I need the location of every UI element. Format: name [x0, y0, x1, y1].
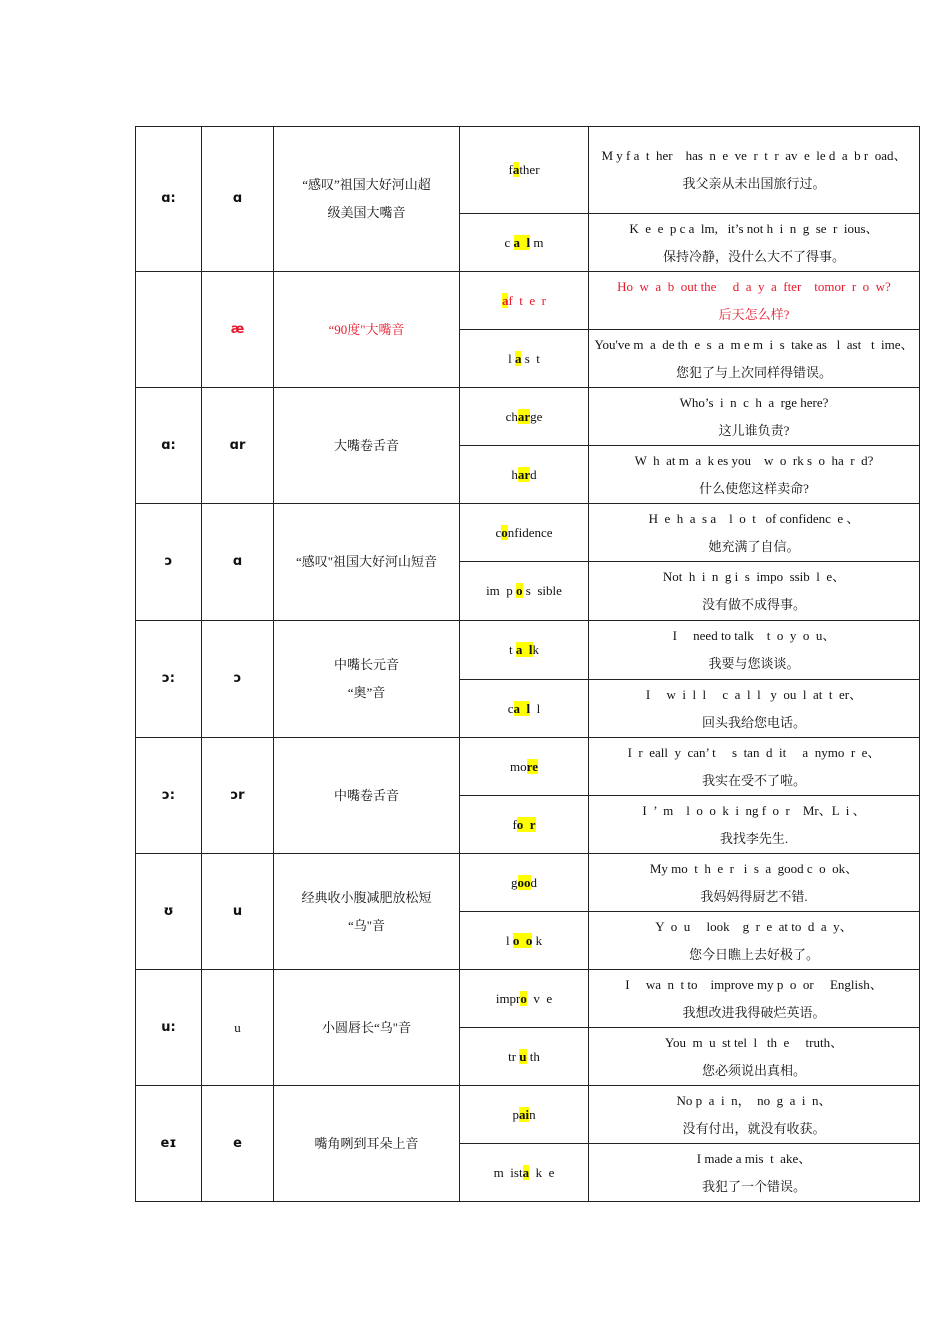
word-highlight: o — [501, 524, 508, 540]
example-word-cell — [460, 446, 589, 504]
example-word-cell — [460, 330, 589, 388]
word-highlight: a l — [515, 642, 533, 657]
word-prefix: f — [512, 816, 517, 832]
sentence-chinese: 保持冷静，没什么大不了得事。 — [662, 248, 845, 264]
ipa-symbol-cell: ɔ: — [136, 621, 202, 738]
ipa-variant-cell: e — [202, 1086, 274, 1202]
example-sentence-cell — [589, 680, 920, 738]
mouth-description-cell — [274, 621, 460, 738]
word-highlight: re — [526, 758, 538, 774]
description-line: 嘴角咧到耳朵上音 — [314, 1135, 419, 1151]
sentence-english: Ho w a b out the d a y a fter tomor r o w? — [617, 278, 891, 294]
word-prefix: l — [505, 932, 513, 948]
example-sentence-cell — [589, 388, 920, 446]
ipa-variant-cell: ɔr — [202, 738, 274, 854]
ipa-variant-cell: ɑ — [202, 504, 274, 621]
sentence-english: H e h a s a l o t of confidenc e 、 — [648, 510, 860, 526]
sentence-chinese: 您今日瞧上去好极了。 — [688, 946, 819, 962]
word-suffix: v e — [526, 990, 553, 1006]
description-line: “乌"音 — [347, 917, 386, 933]
sentence-english: You've m a de th e s a m e m i s take as l ast t ime、 — [594, 336, 914, 352]
sentence-chinese: 您必须说出真相。 — [701, 1062, 806, 1078]
ipa-variant-cell: u — [202, 854, 274, 970]
ipa-symbol-cell: eɪ — [136, 1086, 202, 1202]
description-line: 级美国大嘴音 — [327, 205, 406, 220]
example-sentence-cell — [589, 970, 920, 1028]
example-sentence-cell — [589, 504, 920, 562]
description-line: “感叹"祖国大好河山短音 — [295, 554, 438, 569]
word-highlight: a — [512, 162, 520, 177]
example-sentence-cell — [589, 621, 920, 680]
table-row — [136, 388, 920, 446]
word-highlight: ai — [518, 1106, 530, 1122]
mouth-description-cell — [274, 504, 460, 621]
example-word-cell — [460, 738, 589, 796]
mouth-description-cell — [274, 854, 460, 970]
word-suffix: ge — [530, 408, 543, 424]
word-suffix: th — [526, 1048, 540, 1064]
word-highlight: a — [522, 1164, 530, 1180]
word-suffix: d — [530, 466, 537, 482]
word-prefix: c — [504, 234, 514, 250]
word-highlight: o o — [512, 932, 533, 948]
ipa-symbol-cell: ɑ: — [136, 388, 202, 504]
sentence-english: I w i l l c a l l y ou l at t er、 — [645, 686, 863, 702]
word-highlight: o — [516, 583, 523, 598]
description-line: 中嘴长元音 — [333, 657, 399, 672]
word-suffix: s t — [521, 350, 540, 366]
example-word-cell — [460, 504, 589, 562]
word-highlight: a l — [513, 234, 531, 250]
sentence-english: I ’ m l o o k i ng f o r Mr、L i 、 — [642, 802, 866, 818]
sentence-chinese: 没有付出，就没有收获。 — [682, 1120, 826, 1136]
example-word-cell — [460, 272, 589, 330]
table-row — [136, 738, 920, 796]
example-word-cell — [460, 562, 589, 621]
example-sentence-cell — [589, 1086, 920, 1144]
sentence-english: Who’s i n c h a rge here? — [679, 394, 829, 410]
ipa-variant-cell: ɑ — [202, 127, 274, 272]
description-line: 小圆唇长“乌"音 — [321, 1019, 412, 1035]
word-suffix: ther — [519, 162, 540, 177]
sentence-chinese: 我要与您谈谈。 — [708, 656, 800, 671]
example-word-cell — [460, 1028, 589, 1086]
word-prefix: im p — [486, 583, 517, 598]
example-sentence-cell — [589, 214, 920, 272]
sentence-chinese: 我想改进我得破烂英语。 — [682, 1004, 826, 1020]
ipa-symbol-cell — [136, 272, 202, 388]
word-highlight: a l — [513, 700, 531, 716]
example-word-cell — [460, 912, 589, 970]
word-highlight: ar — [517, 466, 531, 482]
example-sentence-cell — [589, 272, 920, 330]
description-line: 中嘴卷舌音 — [333, 787, 399, 803]
sentence-english: I wa n t to improve my p o or English、 — [625, 976, 883, 992]
word-suffix: nfidence — [507, 524, 553, 540]
sentence-english: M y f a t her has n e ve r t r av e le d a b r oad、 — [601, 148, 907, 163]
sentence-chinese: 我犯了一个错误。 — [701, 1178, 806, 1194]
word-prefix: g — [511, 874, 518, 890]
ipa-symbol-cell: ʊ — [136, 854, 202, 970]
sentence-english: Y o u look g r e at to d a y、 — [655, 918, 853, 934]
table-row — [136, 504, 920, 562]
word-prefix: f — [508, 162, 513, 177]
example-sentence-cell — [589, 1144, 920, 1202]
word-suffix: d — [530, 874, 537, 890]
sentence-chinese: 回头我给您电话。 — [701, 714, 806, 730]
example-word-cell — [460, 854, 589, 912]
word-suffix: s sible — [522, 583, 562, 598]
word-prefix: mo — [510, 758, 527, 774]
word-suffix: n — [529, 1106, 536, 1122]
table-row — [136, 854, 920, 912]
table-row — [136, 1086, 920, 1144]
example-sentence-cell — [589, 127, 920, 214]
example-word-cell — [460, 621, 589, 680]
example-word-cell — [460, 1144, 589, 1202]
word-suffix: k — [532, 932, 543, 948]
description-line: 经典收小腹减肥放松短 — [301, 889, 432, 905]
example-word-cell — [460, 796, 589, 854]
word-highlight: o — [520, 990, 527, 1006]
word-prefix: m ist — [493, 1164, 523, 1180]
word-highlight: ar — [517, 408, 531, 424]
sentence-english: No p a i n， no g a i n、 — [676, 1092, 832, 1108]
ipa-variant-cell: ɔ — [202, 621, 274, 738]
table-row — [136, 970, 920, 1028]
word-highlight: a — [501, 292, 509, 308]
example-word-cell — [460, 680, 589, 738]
sentence-english: I need to talk t o y o u、 — [672, 628, 836, 643]
sentence-english: K e e p c a lm, it’s not h i n g se r ious、 — [629, 220, 879, 236]
description-line: “奥”音 — [347, 685, 386, 700]
example-word-cell — [460, 1086, 589, 1144]
ipa-symbol-cell: u: — [136, 970, 202, 1086]
word-prefix: p — [512, 1106, 519, 1122]
word-highlight: oo — [517, 874, 531, 890]
word-prefix: tr — [508, 1048, 520, 1064]
ipa-symbol-cell: ɔ: — [136, 738, 202, 854]
sentence-chinese: 我实在受不了啦。 — [701, 772, 806, 788]
example-sentence-cell — [589, 854, 920, 912]
sentence-chinese: 我父亲从未出国旅行过。 — [682, 176, 826, 191]
ipa-variant-cell: ɑr — [202, 388, 274, 504]
sentence-chinese: 您犯了与上次同样得错误。 — [675, 364, 832, 380]
sentence-chinese: 她充满了自信。 — [708, 538, 800, 554]
sentence-chinese: 这儿谁负责? — [718, 422, 790, 438]
mouth-description-cell — [274, 738, 460, 854]
sentence-chinese: 没有做不成得事。 — [701, 597, 806, 612]
example-sentence-cell — [589, 912, 920, 970]
phonetics-table-body — [136, 127, 920, 1202]
ipa-variant-cell: u — [202, 970, 274, 1086]
example-word-cell — [460, 970, 589, 1028]
mouth-description-cell — [274, 1086, 460, 1202]
sentence-english: Not h i n g i s impo ssib l e、 — [662, 569, 846, 584]
word-suffix: m — [530, 234, 544, 250]
ipa-symbol-cell: ɑ: — [136, 127, 202, 272]
mouth-description-cell — [274, 127, 460, 272]
description-line: 大嘴卷舌音 — [333, 437, 399, 453]
word-prefix: c — [495, 524, 502, 540]
word-prefix: c — [507, 700, 514, 716]
sentence-chinese: 后天怎么样? — [718, 306, 790, 322]
ipa-symbol-cell: ɔ — [136, 504, 202, 621]
word-prefix: impr — [495, 990, 521, 1006]
example-sentence-cell — [589, 562, 920, 621]
word-highlight: o r — [516, 816, 536, 832]
word-highlight: u — [519, 1048, 527, 1064]
example-sentence-cell — [589, 330, 920, 388]
sentence-english: W h at m a k es you w o rk s o ha r d? — [634, 452, 874, 468]
description-line: “90度"大嘴音 — [328, 321, 405, 337]
sentence-chinese: 我妈妈得厨艺不错. — [700, 888, 808, 904]
sentence-chinese: 什么使您这样卖命? — [699, 480, 809, 496]
example-sentence-cell — [589, 1028, 920, 1086]
word-suffix: f t e r — [508, 292, 547, 308]
sentence-english: I r eall y can’ t s tan d it a nymo r e、 — [627, 744, 881, 760]
sentence-english: My mo t h e r i s a good c o ok、 — [649, 860, 859, 876]
example-sentence-cell — [589, 796, 920, 854]
description-line: “感叹”祖国大好河山超 — [302, 177, 431, 192]
sentence-chinese: 我找李先生. — [719, 830, 789, 846]
word-suffix: l — [530, 700, 541, 716]
word-suffix: k e — [529, 1164, 555, 1180]
table-row — [136, 272, 920, 330]
word-prefix: l — [508, 350, 515, 366]
table-row — [136, 127, 920, 214]
word-prefix: t — [509, 642, 516, 657]
example-sentence-cell — [589, 738, 920, 796]
sentence-english: I made a mis t ake、 — [696, 1150, 812, 1166]
ipa-variant-cell: æ — [202, 272, 274, 388]
example-sentence-cell — [589, 446, 920, 504]
sentence-english: You m u st tel l th e truth、 — [664, 1034, 844, 1050]
table-row — [136, 621, 920, 680]
word-highlight: a — [514, 350, 522, 366]
word-prefix: ch — [505, 408, 518, 424]
word-suffix: k — [532, 642, 539, 657]
word-prefix: h — [511, 466, 518, 482]
example-word-cell — [460, 388, 589, 446]
example-word-cell — [460, 214, 589, 272]
example-word-cell — [460, 127, 589, 214]
phonetics-table — [135, 126, 920, 1202]
mouth-description-cell — [274, 970, 460, 1086]
mouth-description-cell — [274, 272, 460, 388]
mouth-description-cell — [274, 388, 460, 504]
